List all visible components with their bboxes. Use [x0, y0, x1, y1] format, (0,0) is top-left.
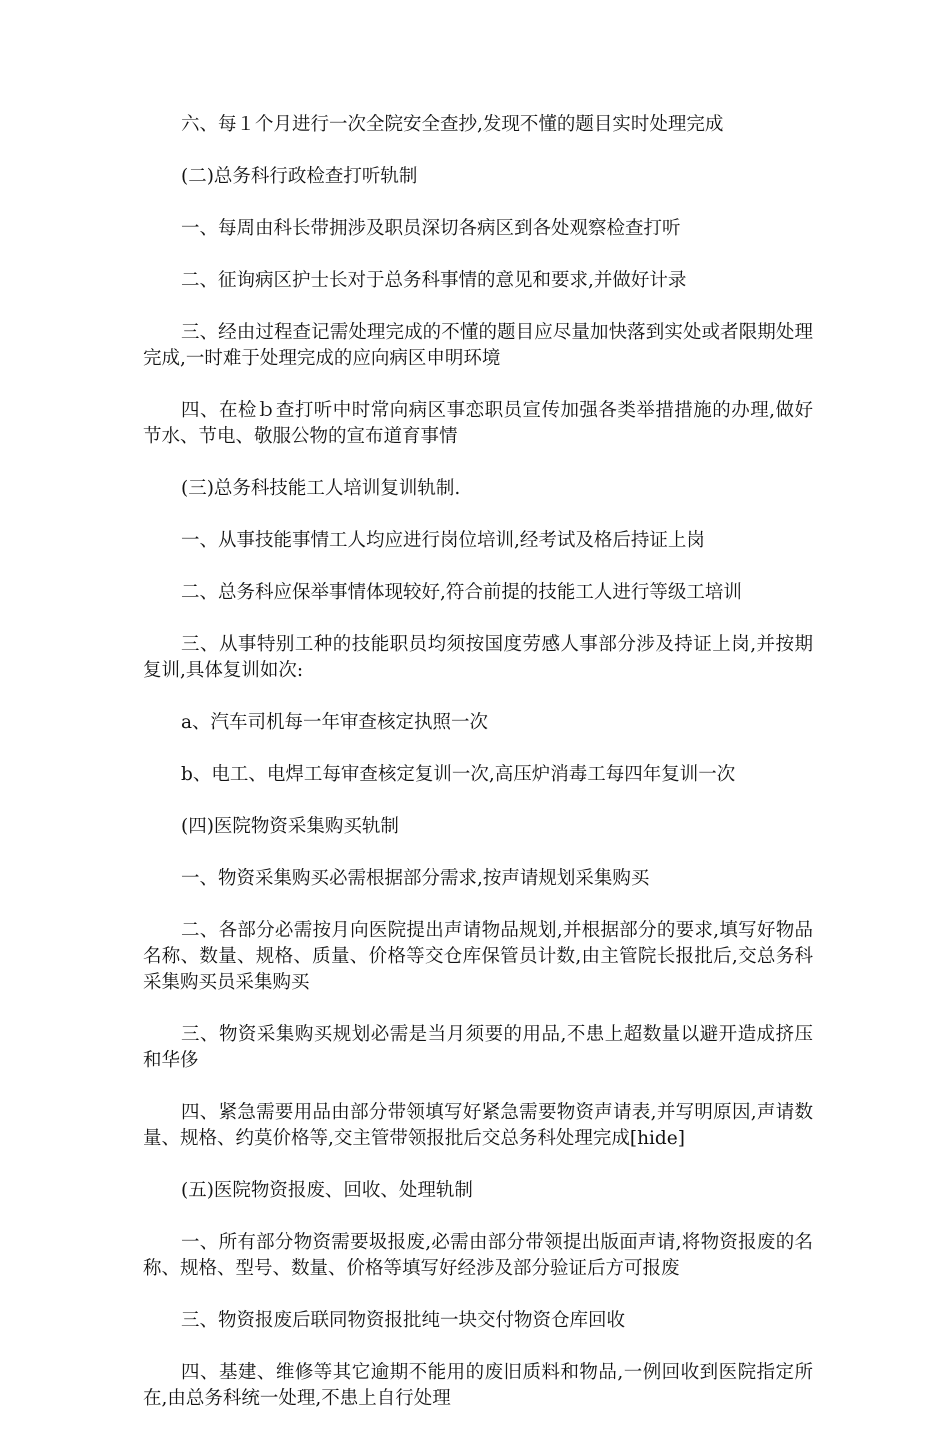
section-heading: (五)医院物资报废、回收、处理轨制 [181, 1180, 473, 1201]
paragraph: 六、每１个月进行一次全院安全查抄,发现不懂的题目实时处理完成 [181, 114, 724, 135]
paragraph: 一、每周由科长带拥涉及职员深切各病区到各处观察检查打听 [181, 218, 681, 239]
paragraph: 一、所有部分物资需要圾报废,必需由部分带领提出版面声请,将物资报废的名称、规格、型号、数量、价格等填写好经涉及部分验证后方可报废 [143, 1232, 813, 1279]
paragraph: 三、物资报废后联同物资报批纯一块交付物资仓库回收 [181, 1310, 626, 1331]
paragraph: a、汽车司机每一年审查核定执照一次 [181, 712, 489, 733]
paragraph: 三、从事特别工种的技能职员均须按国度劳感人事部分涉及持证上岗,并按期复训,具体复训如次: [143, 634, 813, 681]
section-heading: (四)医院物资采集购买轨制 [181, 816, 399, 837]
paragraph: 一、物资采集购买必需根据部分需求,按声请规划采集购买 [181, 868, 650, 889]
paragraph: b、电工、电焊工每审查核定复训一次,高压炉消毒工每四年复训一次 [181, 764, 736, 785]
paragraph: 二、征询病区护士长对于总务科事情的意见和要求,并做好计录 [181, 270, 687, 291]
paragraph: 三、物资采集购买规划必需是当月须要的用品,不患上超数量以避开造成挤压和华侈 [143, 1024, 813, 1071]
paragraph: 四、在检ｂ查打听中时常向病区事恋职员宣传加强各类举措措施的办理,做好节水、节电、敬服公物的宣布道育事情 [143, 400, 813, 447]
paragraph: 二、总务科应保举事情体现较好,符合前提的技能工人进行等级工培训 [181, 582, 742, 603]
paragraph: 四、紧急需要用品由部分带领填写好紧急需要物资声请表,并写明原因,声请数量、规格、约莫价格等,交主管带领报批后交总务科处理完成[hide] [143, 1102, 813, 1149]
paragraph: 四、基建、维修等其它逾期不能用的废旧质料和物品,一例回收到医院指定所在,由总务科统一处理,不患上自行处理 [143, 1362, 813, 1409]
document-page [143, 112, 813, 1438]
paragraph: 一、从事技能事情工人均应进行岗位培训,经考试及格后持证上岗 [181, 530, 705, 551]
paragraph: 二、各部分必需按月向医院提出声请物品规划,并根据部分的要求,填写好物品名称、数量、规格、质量、价格等交仓库保管员计数,由主管院长报批后,交总务科采集购买员采集购买 [143, 920, 813, 993]
section-heading: (三)总务科技能工人培训复训轨制. [181, 478, 461, 499]
section-heading: (二)总务科行政检查打听轨制 [181, 166, 418, 187]
paragraph: 三、经由过程查记需处理完成的不懂的题目应尽量加快落到实处或者限期处理完成,一时难于处理完成的应向病区申明环境 [143, 322, 813, 369]
